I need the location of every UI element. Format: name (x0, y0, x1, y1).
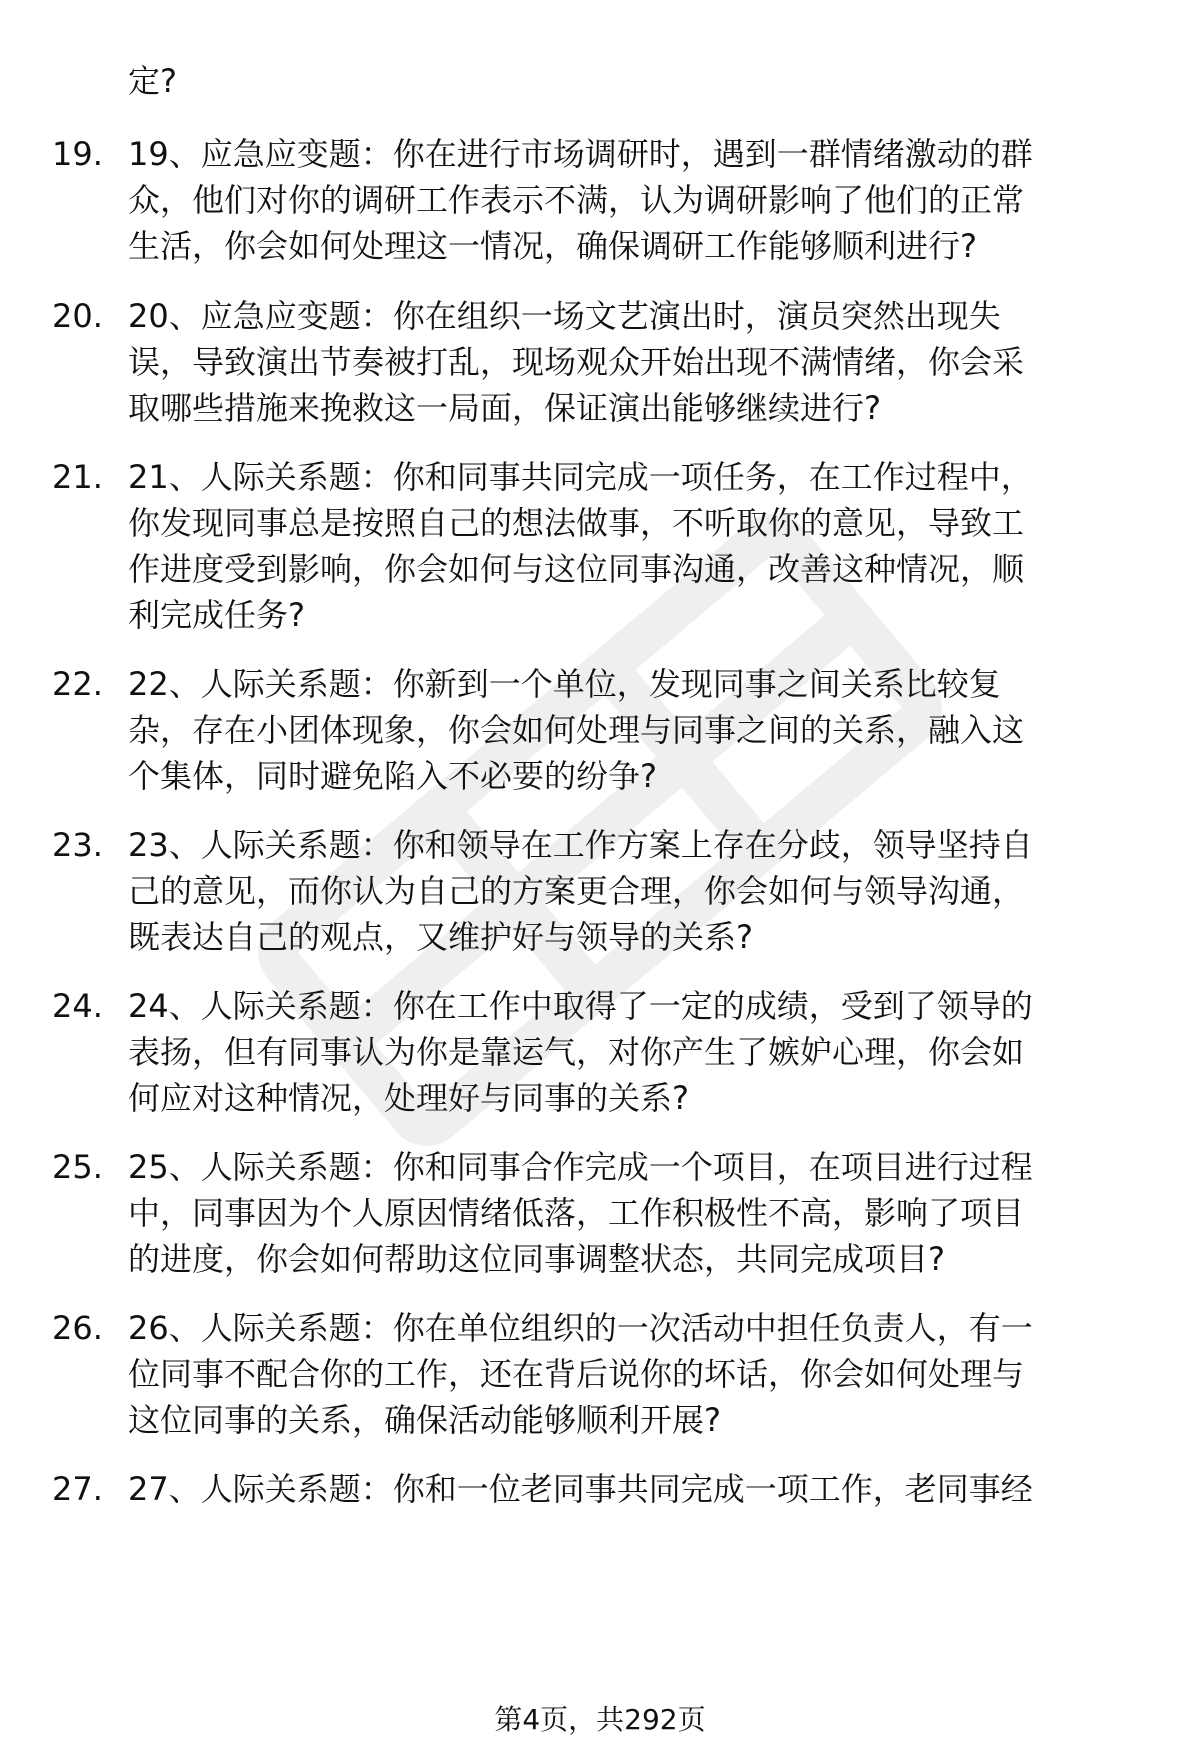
text-line: 误，导致演出节奏被打乱，现场观众开始出现不满情绪，你会采 (128, 343, 1025, 381)
continuation-text (128, 58, 1148, 104)
text-line: 个集体，同时避免陷入不必要的纷争? (128, 757, 657, 795)
text-line: 众，他们对你的调研工作表示不满，认为调研影响了他们的正常 (128, 181, 1025, 219)
text-line: 23、人际关系题：你和领导在工作方案上存在分歧，领导坚持自 (128, 826, 1033, 864)
list-item-number: 20. (52, 297, 103, 335)
list-item-text (128, 293, 1148, 431)
text-line: 21、人际关系题：你和同事共同完成一项任务，在工作过程中， (128, 458, 1033, 496)
text-line: 既表达自己的观点，又维护好与领导的关系? (128, 918, 753, 956)
text-line: 25、人际关系题：你和同事合作完成一个项目，在项目进行过程 (128, 1148, 1033, 1186)
list-item-number: 22. (52, 665, 103, 703)
list-item-text (128, 983, 1148, 1121)
list-item-text (128, 661, 1148, 799)
text-line: 27、人际关系题：你和一位老同事共同完成一项工作，老同事经 (128, 1470, 1033, 1508)
list-item-number: 26. (52, 1309, 103, 1347)
text-line: 作进度受到影响，你会如何与这位同事沟通，改善这种情况，顺 (128, 550, 1025, 588)
list-item-text (128, 1466, 1148, 1512)
text-line: 中，同事因为个人原因情绪低落，工作积极性不高，影响了项目 (128, 1194, 1025, 1232)
text-line: 26、人际关系题：你在单位组织的一次活动中担任负责人，有一 (128, 1309, 1033, 1347)
list-item-number: 21. (52, 458, 103, 496)
list-item-number: 25. (52, 1148, 103, 1186)
text-line: 你发现同事总是按照自己的想法做事，不听取你的意见，导致工 (128, 504, 1025, 542)
text-line: 生活，你会如何处理这一情况，确保调研工作能够顺利进行? (128, 227, 977, 265)
list-item-text (128, 1144, 1148, 1282)
text-line: 何应对这种情况，处理好与同事的关系? (128, 1079, 689, 1117)
text-line: 杂，存在小团体现象，你会如何处理与同事之间的关系，融入这 (128, 711, 1025, 749)
text-line: 定? (128, 62, 177, 100)
list-item-number: 24. (52, 987, 103, 1025)
text-line: 利完成任务? (128, 596, 305, 634)
text-line: 表扬，但有同事认为你是靠运气，对你产生了嫉妒心理，你会如 (128, 1033, 1025, 1071)
text-line: 20、应急应变题：你在组织一场文艺演出时，演员突然出现失 (128, 297, 1001, 335)
page-footer: 第4页，共292页 (494, 1703, 706, 1736)
text-line: 这位同事的关系，确保活动能够顺利开展? (128, 1401, 721, 1439)
text-line: 己的意见，而你认为自己的方案更合理，你会如何与领导沟通， (128, 872, 1025, 910)
text-line: 22、人际关系题：你新到一个单位，发现同事之间关系比较复 (128, 665, 1001, 703)
list-item-text (128, 454, 1148, 638)
text-line: 位同事不配合你的工作，还在背后说你的坏话，你会如何处理与 (128, 1355, 1025, 1393)
list-item-number: 23. (52, 826, 103, 864)
list-item-text (128, 1305, 1148, 1443)
list-item-text (128, 822, 1148, 960)
text-line: 24、人际关系题：你在工作中取得了一定的成绩，受到了领导的 (128, 987, 1033, 1025)
list-item-number: 19. (52, 135, 103, 173)
list-item-number: 27. (52, 1470, 103, 1508)
text-line: 的进度，你会如何帮助这位同事调整状态，共同完成项目? (128, 1240, 945, 1278)
text-line: 19、应急应变题：你在进行市场调研时，遇到一群情绪激动的群 (128, 135, 1033, 173)
list-item-text (128, 131, 1148, 269)
text-line: 取哪些措施来挽救这一局面，保证演出能够继续进行? (128, 389, 881, 427)
